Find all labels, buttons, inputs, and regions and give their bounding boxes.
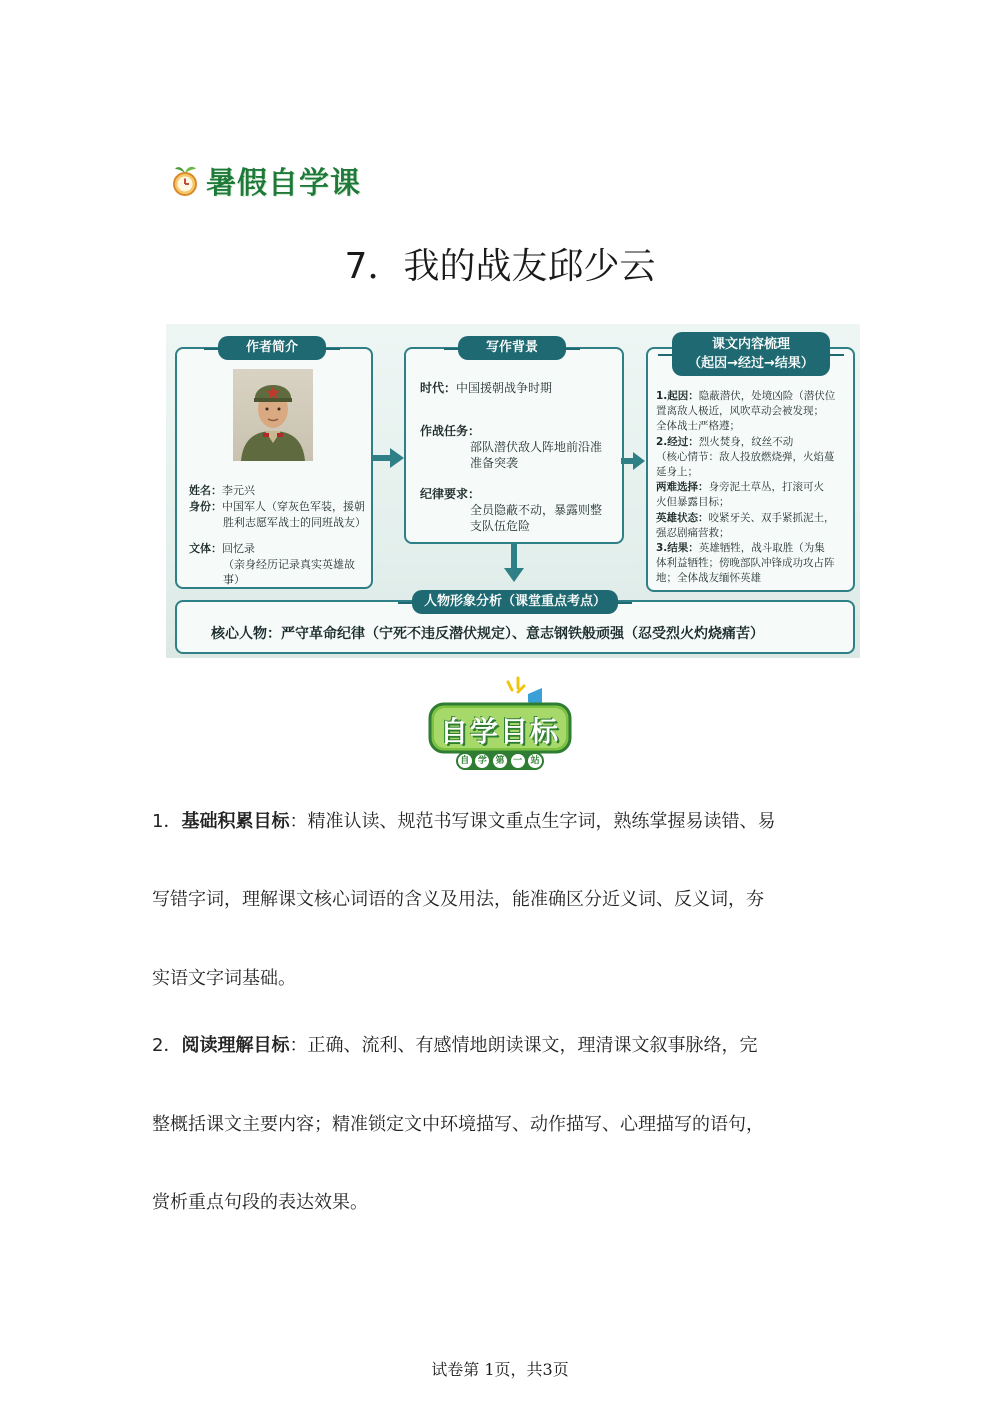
analysis-tag: 人物形象分析（课堂重点考点） — [412, 590, 618, 614]
content-line-text: 体利益牺牲；傍晚部队冲锋成功攻占阵 — [656, 557, 835, 570]
content-line-text: （核心情节：敌人投放燃烧弹，火焰蔓 — [656, 450, 835, 463]
content-line — [656, 389, 850, 404]
goals-badge-title: 自学目标 — [439, 715, 560, 748]
content-line — [656, 435, 850, 450]
content-line — [656, 541, 850, 556]
identity-line-2: 胜利志愿军战士的同班战友） — [223, 516, 366, 529]
goal-text: 正确、流利、有感情地朗读课文，理清课文叙事脉络，完 — [307, 1035, 758, 1056]
era-label: 时代： — [420, 381, 457, 395]
lesson-title: 7．我的战友邱少云 — [344, 246, 656, 287]
goal-number: 2． — [152, 1035, 182, 1056]
content-line-text: 全体战士严格遵； — [656, 420, 740, 433]
goal-2-line-1 — [152, 1031, 852, 1057]
content-line-text: 置离敌人极近，风吹草动会被发现； — [656, 405, 824, 418]
content-line — [656, 465, 850, 480]
content-line-text: 咬紧牙关、双手紧抓泥土， — [708, 511, 835, 524]
content-box — [646, 347, 855, 592]
era: 中国援朝战争时期 — [456, 381, 553, 395]
author-box — [175, 347, 373, 589]
badge-sub-char: 第 — [493, 754, 507, 768]
task-line-2: 准备突袭 — [470, 456, 519, 470]
content-line — [656, 480, 850, 495]
content-line — [656, 404, 850, 419]
goal-2-line-3: 赏析重点句段的表达效果。 — [152, 1192, 368, 1213]
genre: 回忆录 — [222, 542, 255, 555]
goal-text: 精准认读、规范书写课文重点生字词，熟练掌握易读错、易 — [307, 811, 776, 832]
content-line-label: 1.起因： — [656, 390, 699, 402]
content-tag — [672, 332, 830, 376]
author-portrait — [233, 369, 313, 461]
goal-label: 阅读理解目标 — [181, 1035, 290, 1056]
content-line-text: 身旁泥土草丛，打滚可火 — [708, 481, 824, 494]
content-line-label: 3.结果： — [656, 542, 699, 555]
identity-line-1: 中国军人（穿灰色军装，援朝 — [222, 500, 365, 513]
goal-2-line-2: 整概括课文主要内容；精准锁定文中环境描写、动作描写、心理描写的语句， — [152, 1114, 764, 1135]
clock-sprout-icon — [168, 163, 202, 197]
logo-text: 暑假自学课 — [206, 166, 361, 201]
badge-sub-char: 一 — [511, 754, 525, 768]
task-label: 作战任务： — [420, 424, 481, 438]
content-line-text: 隐蔽潜伏，处境凶险（潜伏位 — [698, 390, 836, 402]
content-line — [656, 419, 850, 434]
content-line — [656, 556, 850, 571]
author-name: 李元兴 — [222, 484, 255, 497]
goal-1-line-1 — [152, 807, 852, 833]
content-line-text: 强忍剧痛营救； — [656, 526, 730, 539]
summer-course-logo — [168, 158, 361, 202]
lesson-mindmap — [166, 324, 860, 658]
genre-label: 文体： — [189, 542, 222, 555]
content-tag-line-1: 课文内容梳理 — [711, 337, 790, 352]
content-line-text: 地；全体战友缅怀英雄 — [656, 572, 761, 585]
page-footer: 试卷第 1页，共3页 — [431, 1360, 569, 1379]
background-tag: 写作背景 — [458, 336, 566, 360]
content-line-label: 两难选择： — [656, 481, 709, 494]
content-lines — [656, 389, 850, 587]
badge-sub-char: 站 — [528, 754, 542, 768]
arrow-down-icon — [504, 542, 524, 582]
arrow-right-icon — [372, 448, 404, 468]
content-line — [656, 511, 850, 526]
task-line-1: 部队潜伏敌人阵地前沿准 — [470, 440, 603, 454]
content-line-text: 火但暴露目标； — [656, 496, 730, 509]
arrow-right-icon — [621, 452, 645, 470]
genre-note: （亲身经历记录真实英雄故事） — [223, 558, 355, 586]
goal-1-line-2: 写错字词，理解课文核心词语的含义及用法，能准确区分近义词、反义词，夯 — [152, 889, 764, 910]
content-tag-line-2: （起因→经过→结果） — [688, 356, 814, 371]
content-line — [656, 571, 850, 586]
content-line-text: 烈火焚身，纹丝不动 — [698, 435, 794, 448]
badge-sub-char: 自 — [458, 754, 472, 768]
author-tag: 作者简介 — [218, 336, 326, 360]
goal-label: 基础积累目标 — [181, 811, 290, 832]
identity-label: 身份： — [189, 500, 222, 513]
content-line-label: 2.经过： — [656, 435, 699, 448]
rule-label: 纪律要求： — [420, 487, 481, 501]
self-study-goals-badge — [424, 676, 576, 776]
name-label: 姓名： — [189, 484, 222, 497]
rule-line-2: 支队伍危险 — [470, 519, 531, 533]
content-line — [656, 450, 850, 465]
content-line — [656, 526, 850, 541]
goal-1-line-3: 实语文字词基础。 — [152, 968, 296, 989]
content-line — [656, 495, 850, 510]
goal-number: 1． — [152, 811, 182, 832]
goal-separator: ： — [289, 1035, 308, 1056]
content-line-text: 延身上； — [656, 466, 698, 479]
content-line-label: 英雄状态： — [656, 511, 709, 524]
goal-separator: ： — [289, 811, 308, 832]
badge-sub-char: 学 — [475, 754, 489, 768]
rule-line-1: 全员隐蔽不动，暴露则整 — [470, 503, 603, 517]
background-box — [404, 347, 624, 544]
core-character: 核心人物：严守革命纪律（宁死不违反潜伏规定）、意志钢铁般顽强（忍受烈火灼烧痛苦） — [211, 626, 764, 642]
content-line-text: 英雄牺牲，战斗取胜（为集 — [698, 542, 825, 555]
